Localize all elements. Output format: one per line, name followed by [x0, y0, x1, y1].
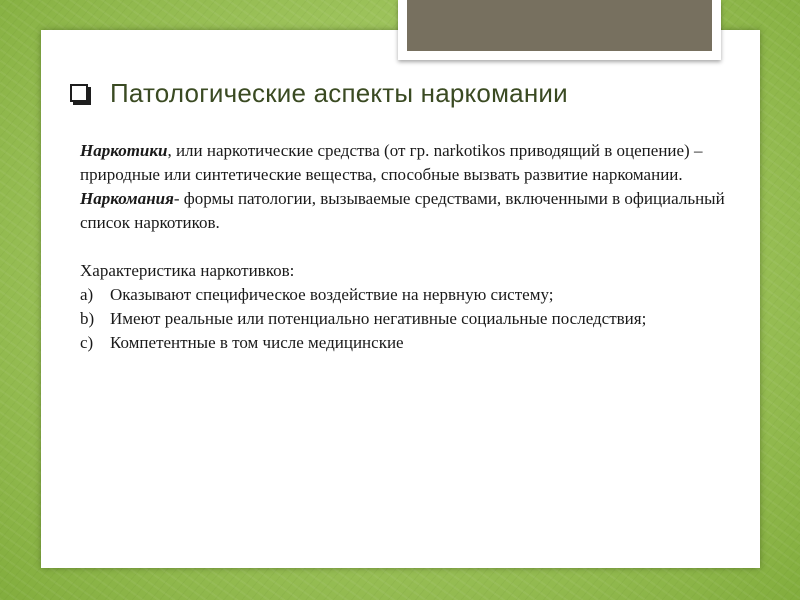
definition-text-2: - формы патологии, вызываемые средствами, включенными в официальный список наркотиков. [80, 189, 725, 232]
list-item-text: Имеют реальные или потенциально негативные социальные последствия; [110, 309, 647, 328]
list-item [80, 307, 750, 331]
term-addiction: Наркомания [80, 189, 174, 208]
slide-title: Патологические аспекты наркомании [110, 78, 568, 108]
title-row [70, 78, 568, 109]
list-marker: c) [80, 333, 94, 352]
list-marker: b) [80, 309, 95, 328]
list-item [80, 283, 750, 307]
list-marker: a) [80, 285, 94, 304]
checkbox-bullet-icon [70, 84, 88, 102]
list-item-text: Компетентные в том числе медицинские [110, 333, 404, 352]
characteristics-list [80, 283, 750, 355]
definition-paragraph [80, 139, 750, 235]
photo-placeholder [398, 0, 721, 60]
slide-body [80, 139, 750, 355]
term-narcotics: Наркотики [80, 141, 168, 160]
definition-text-1: , или наркотические средства (от гр. narkotikos приводящий в оцепение) – природные или синтетические вещества, способные вызвать развитие наркомании. [80, 141, 703, 184]
list-item-text: Оказывают специфическое воздействие на нервную систему; [110, 285, 554, 304]
list-item [80, 331, 750, 355]
photo-image [407, 0, 712, 51]
characteristics-heading: Характеристика наркотивков: [80, 261, 295, 280]
